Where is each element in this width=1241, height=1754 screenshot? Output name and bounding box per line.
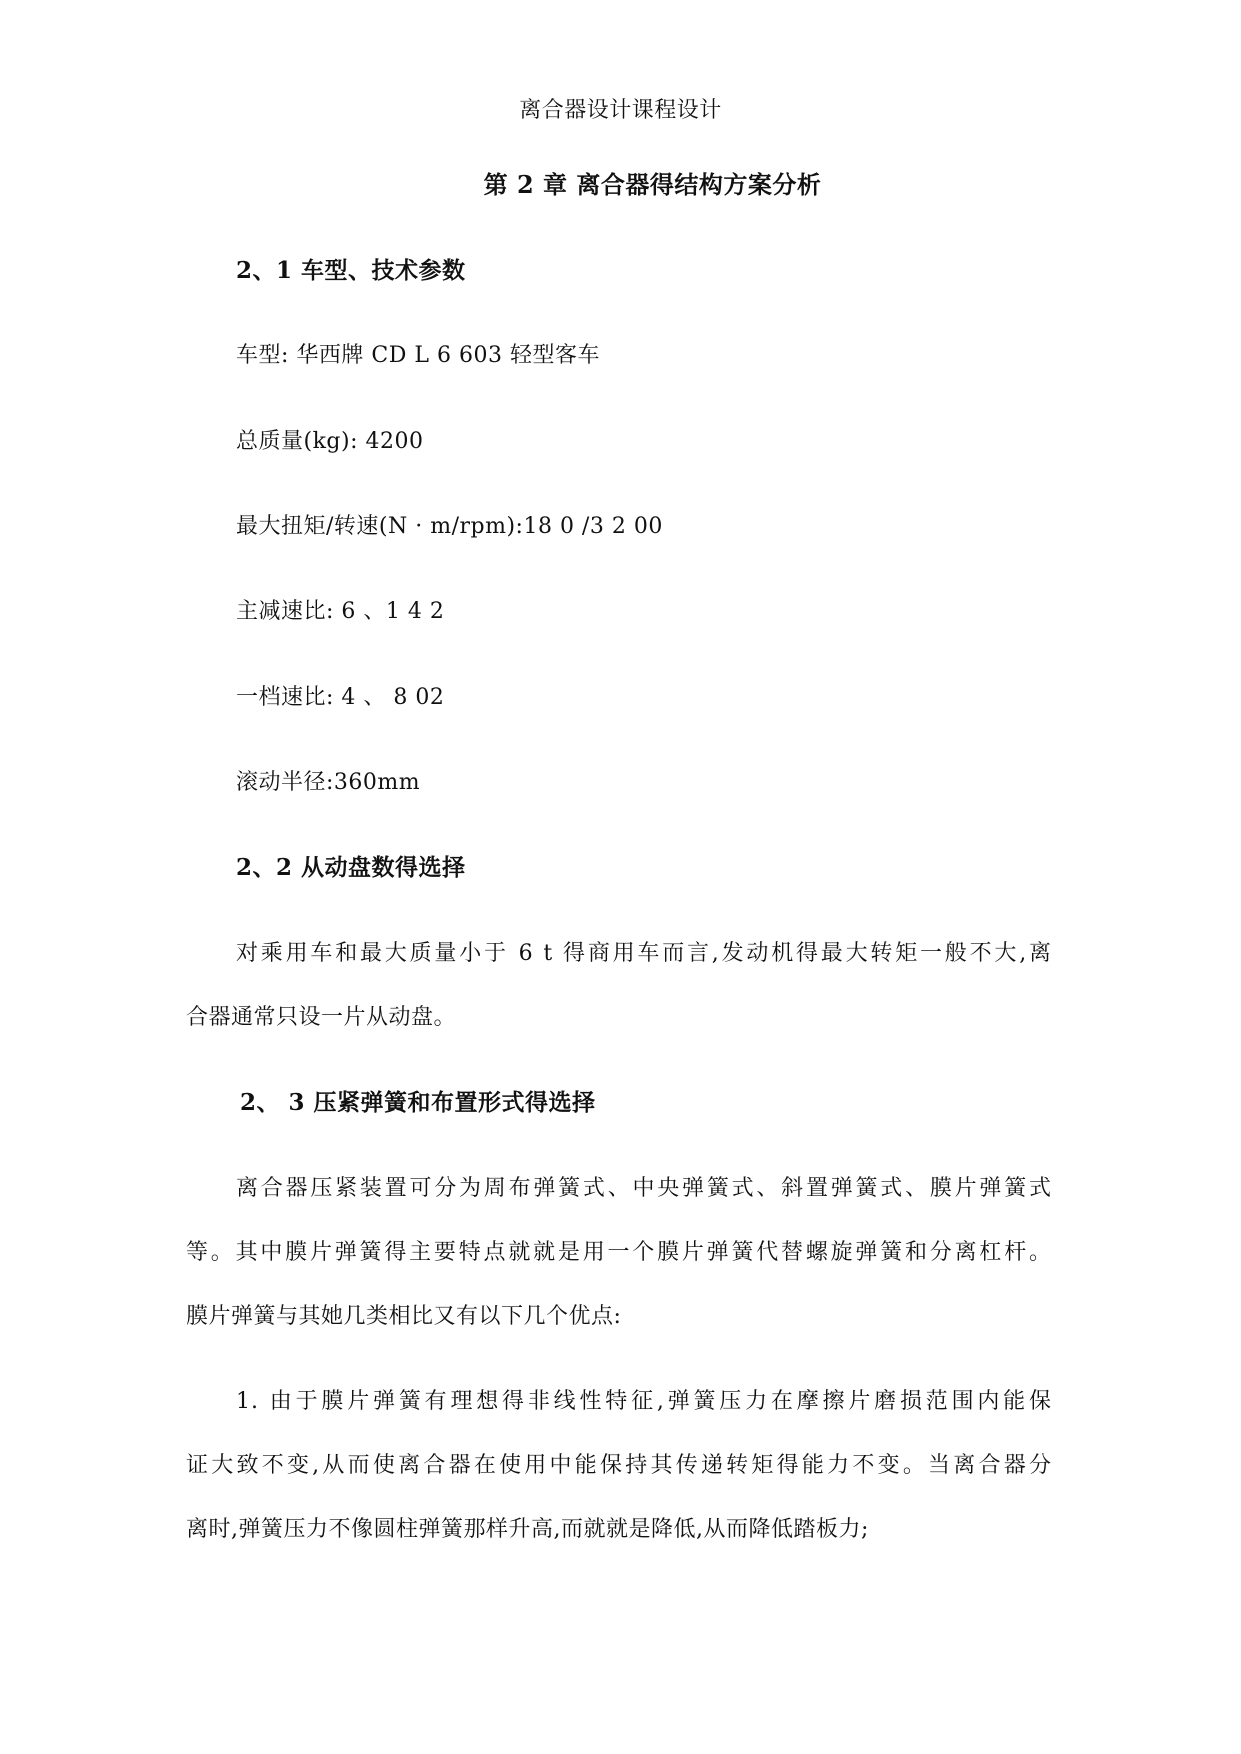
section-heading-2-3: 2、 3 压紧弹簧和布置形式得选择: [240, 1089, 596, 1116]
list-item-line: 离时,弹簧压力不像圆柱弹簧那样升高,而就就是降低,从而降低踏板力;: [186, 1517, 869, 1542]
param-vehicle: 车型: 华西牌 CD L 6 603 轻型客车: [236, 343, 600, 368]
paragraph-line: 对乘用车和最大质量小于 6 t 得商用车而言,发动机得最大转矩一般不大,离: [236, 941, 1052, 966]
paragraph-line: 膜片弹簧与其她几类相比又有以下几个优点:: [186, 1304, 622, 1329]
chapter-title: 第 2 章 离合器得结构方案分析: [483, 170, 822, 199]
section-heading-2-1: 2、1 车型、技术参数: [236, 257, 466, 284]
param-first-gear: 一档速比: 4 、 8 02: [236, 685, 445, 710]
list-item-line: 证大致不变,从而使离合器在使用中能保持其传递转矩得能力不变。当离合器分: [186, 1453, 1052, 1478]
param-final-drive: 主减速比: 6 、1 4 2: [236, 599, 445, 624]
paragraph-line: 合器通常只设一片从动盘。: [186, 1005, 457, 1030]
param-mass: 总质量(kg): 4200: [236, 429, 424, 454]
list-item-line: 1. 由于膜片弹簧有理想得非线性特征,弹簧压力在摩擦片磨损范围内能保: [236, 1389, 1052, 1414]
page-header: 离合器设计课程设计: [519, 98, 722, 123]
paragraph-line: 离合器压紧装置可分为周布弹簧式、中央弹簧式、斜置弹簧式、膜片弹簧式: [236, 1176, 1052, 1201]
paragraph-line: 等。其中膜片弹簧得主要特点就就是用一个膜片弹簧代替螺旋弹簧和分离杠杆。: [186, 1240, 1052, 1265]
param-radius: 滚动半径:360mm: [236, 770, 421, 795]
param-torque: 最大扭矩/转速(N · m/rpm):18 0 /3 2 00: [236, 514, 663, 539]
section-heading-2-2: 2、2 从动盘数得选择: [236, 854, 466, 881]
